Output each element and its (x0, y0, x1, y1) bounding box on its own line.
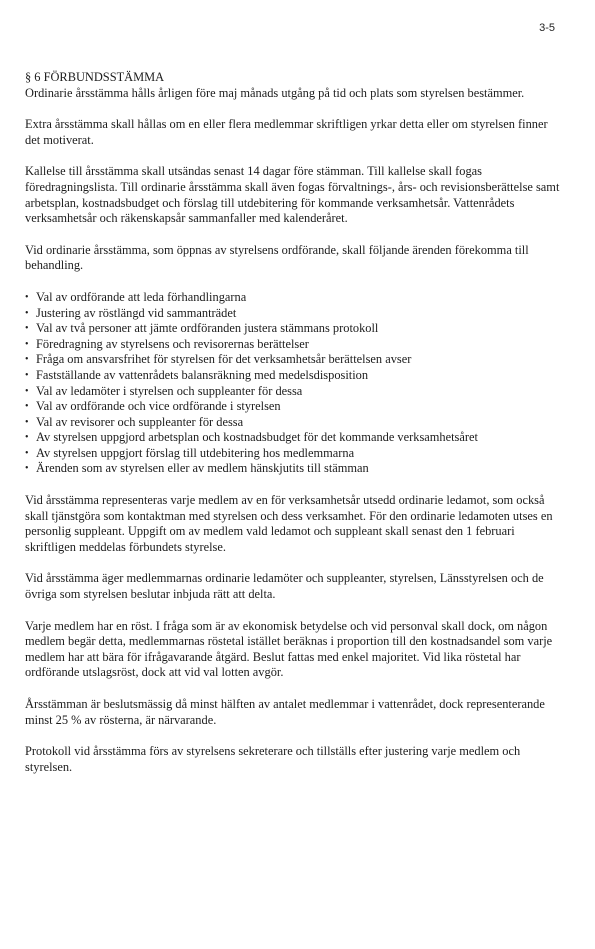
document-body (25, 70, 560, 791)
list-item (25, 321, 560, 337)
paragraph-kallelse: Kallelse till årsstämma skall utsändas senast 14 dagar före stämman. Till kallelse skall fogas föredragningslista. Till ordinarie årsstämma skall även fogas förvaltnings-, års- och revisionsberättelse samt arbetsplan, kostnadsbudget och förslag till utdebitering för kommande verksamhetsår. Vattenrådets verksamhetsår och räkenskapsår sammanfaller med kalenderåret. (25, 164, 560, 226)
list-item-text: Fråga om ansvarsfrihet för styrelsen för det verksamhetsår berättelsen avser (36, 352, 412, 367)
bullet-icon: • (25, 432, 29, 444)
list-item-text: Föredragning av styrelsens och revisorernas berättelser (36, 336, 309, 351)
bullet-icon: • (25, 385, 29, 397)
list-item (25, 306, 560, 322)
list-item-text: Av styrelsen uppgjort förslag till utdebitering hos medlemmarna (36, 445, 355, 460)
paragraph-voting: Varje medlem har en röst. I fråga som är av ekonomisk betydelse och vid personval skall dock, om någon medlem begär detta, medlemmarnas röstetal istället beräknas i proportion till den kostnadsandel som varje medlem har att bära för ifrågavarande åtgärd. Beslut fattas med enkel majoritet. Vid lika röstetal har ordförande utslagsröst, dock att vid val lotten avgör. (25, 618, 553, 680)
list-item (25, 399, 560, 415)
section-intro: Ordinarie årsstämma hålls årligen före maj månads utgång på tid och plats som styrelsen bestämmer. (25, 85, 525, 100)
list-item (25, 446, 560, 462)
list-item-text: Val av ordförande och vice ordförande i styrelsen (36, 399, 281, 414)
list-item (25, 337, 560, 353)
paragraph-extra-stamma: Extra årsstämma skall hållas om en eller flera medlemmar skriftligen yrkar detta eller om styrelsen finner det motiverat. (25, 117, 548, 147)
list-item (25, 384, 560, 400)
paragraph-protocol: Protokoll vid årsstämma förs av styrelsens sekreterare och tillställs efter justering varje medlem och styrelsen. (25, 744, 521, 774)
bullet-icon: • (25, 416, 29, 428)
paragraph-participation: Vid årsstämma äger medlemmarnas ordinarie ledamöter och suppleanter, styrelsen, Länsstyrelsen och de övriga som styrelsen beslutar inbjuda rätt att delta. (25, 571, 544, 602)
list-item (25, 461, 560, 477)
bullet-icon: • (25, 307, 29, 319)
paragraph-quorum: Årsstämman är beslutsmässig då minst hälften av antalet medlemmar i vattenrådet, dock representerande minst 25 % av rösterna, är närvarande. (25, 697, 545, 727)
agenda-list (25, 290, 560, 477)
bullet-icon: • (25, 354, 29, 366)
bullet-icon: • (25, 323, 29, 335)
bullet-icon: • (25, 401, 29, 413)
list-item (25, 290, 560, 306)
list-item-text: Ärenden som av styrelsen eller av medlem hänskjutits till stämman (36, 461, 369, 476)
list-item-text: Val av två personer att jämte ordföranden justera stämmans protokoll (36, 321, 379, 336)
list-item-text: Val av ledamöter i styrelsen och suppleanter för dessa (36, 383, 303, 398)
list-item-text: Av styrelsen uppgjord arbetsplan och kostnadsbudget för det kommande verksamhetsåret (36, 430, 478, 445)
paragraph-agenda-intro: Vid ordinarie årsstämma, som öppnas av styrelsens ordförande, skall följande ärenden förekomma till behandling. (25, 242, 529, 273)
bullet-icon: • (25, 291, 29, 303)
list-item (25, 415, 560, 431)
section-heading: § 6 FÖRBUNDSSTÄMMA (25, 70, 165, 84)
page-number: 3-5 (539, 22, 555, 34)
list-item-text: Val av ordförande att leda förhandlingarna (36, 289, 247, 304)
list-item (25, 430, 560, 446)
list-item-text: Justering av röstlängd vid sammanträdet (36, 305, 237, 320)
list-item-text: Fastställande av vattenrådets balansräkning med medelsdisposition (36, 367, 369, 382)
list-item (25, 352, 560, 368)
bullet-icon: • (25, 463, 29, 475)
list-item (25, 368, 560, 384)
bullet-icon: • (25, 369, 29, 381)
bullet-icon: • (25, 338, 29, 350)
list-item-text: Val av revisorer och suppleanter för dessa (36, 414, 244, 429)
bullet-icon: • (25, 447, 29, 459)
paragraph-representation: Vid årsstämma representeras varje medlem av en för verksamhetsår utsedd ordinarie ledamot, som också skall tjänstgöra som kontaktman med styrelsen och dess verksamhet. För den ordinarie ledamoten utses en personlig suppleant. Uppgift om av medlem vald ledamot och suppleant skall senast den 1 februari skriftligen meddelas förbundets styrelse. (25, 493, 553, 554)
